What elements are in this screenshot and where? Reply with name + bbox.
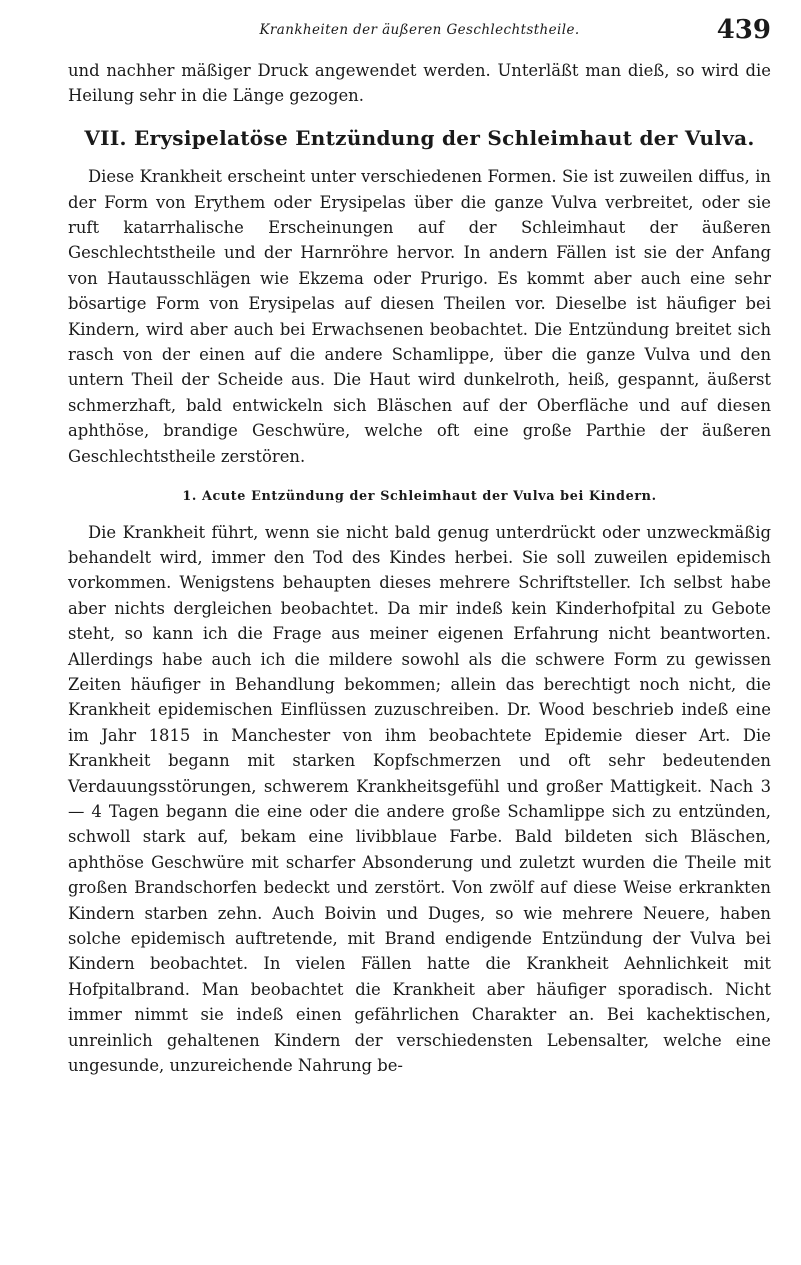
page-number: 439 [716,15,771,45]
running-head [68,8,771,44]
paragraph: Diese Krankheit erscheint unter verschiedenen Formen. Sie ist zuweilen diffus, in der Form von Erythem oder Erysipelas über die ganze Vulva verbreitet, oder sie ruft katarrhalische Erscheinungen auf der Schleimhaut der äußeren Geschlechtstheile und der Harnröhre hervor. In andern Fällen ist sie der Anfang von Hautausschlägen wie Ekzema oder Prurigo. Es kommt aber auch eine sehr bösartige Form von Erysipelas auf diesen Theilen vor. Dieselbe ist häufiger bei Kindern, wird aber auch bei Erwachsenen beobachtet. Die Entzündung breitet sich rasch von der einen auf die andere Schamlippe, über die ganze Vulva und den untern Theil der Scheide aus. Die Haut wird dunkelroth, heiß, gespannt, äußerst schmerzhaft, bald entwickeln sich Bläschen auf der Oberfläche und auf diesen aphthöse, brandige Geschwüre, welche oft eine große Parthie der äußeren Geschlechtstheile zerstören. [68,167,771,466]
book-page [68,0,771,1265]
sub-heading: 1. Acute Entzündung der Schleimhaut der Vulva bei Kindern. [182,489,657,505]
intro-paragraph: und nachher mäßiger Druck angewendet werden. Unterläßt man dieß, so wird die Heilung sehr in die Länge gezogen. [68,61,771,106]
paragraph: Die Krankheit führt, wenn sie nicht bald genug unterdrückt oder unzweckmäßig behandelt wird, immer den Tod des Kindes herbei. Sie soll zuweilen epidemisch vorkommen. Wenigstens behaupten dieses mehrere Schriftsteller. Ich selbst habe aber nichts dergleichen beobachtet. Da mir indeß kein Kinderhofpital zu Gebote steht, so kann ich die Frage aus meiner eigenen Erfahrung nicht beantworten. Allerdings habe auch ich die mildere sowohl als die schwere Form zu gewissen Zeiten häufiger in Behandlung bekommen; allein das berechtigt noch nicht, die Krankheit epidemischen Einflüssen zuzuschreiben. Dr. Wood beschrieb indeß eine im Jahr 1815 in Manchester von ihm beobachtete Epidemie dieser Art. Die Krankheit begann mit starken Kopfschmerzen und oft sehr bedeutenden Verdauungsstörungen, schwerem Krankheitsgefühl und großer Mattigkeit. Nach 3 — 4 Tagen begann die eine oder die andere große Schamlippe sich zu entzünden, schwoll stark auf, bekam eine livibblaue Farbe. Bald bildeten sich Bläschen, aphthöse Geschwüre mit scharfer Absonderung und zuletzt wurden die Theile mit großen Brandschorfen bedeckt und zerstört. Von zwölf auf diese Weise erkrankten Kindern starben zehn. Auch Boivin und Duges, so wie mehrere Neuere, haben solche epidemisch auftretende, mit Brand endigende Entzündung der Vulva bei Kindern beobachtet. In vielen Fällen hatte die Krankheit Aehnlichkeit mit Hofpitalbrand. Man beobachtet die Krankheit aber häufiger sporadisch. Nicht immer nimmt sie indeß einen gefährlichen Charakter an. Bei kachektischen, unreinlich gehaltenen Kindern der verschiedensten Lebensalter, welche eine ungesunde, unzureichende Nahrung be- [68,522,771,1076]
body-text [68,58,771,1078]
running-title: Krankheiten der äußeren Geschlechtstheile. [259,22,580,38]
section-heading: VII. Erysipelatöse Entzündung der Schleimhaut der Vulva. [84,125,755,150]
